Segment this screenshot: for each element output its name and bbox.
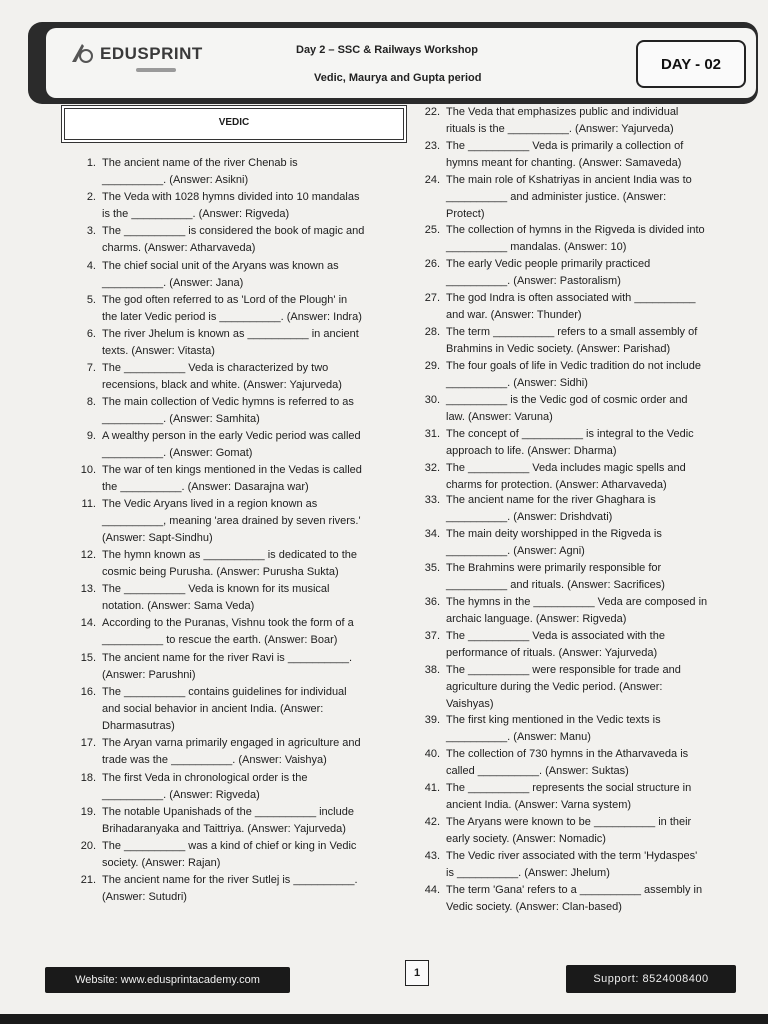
question-line: A wealthy person in the early Vedic period was called: [102, 430, 361, 442]
question-number: 40.: [424, 748, 440, 760]
question-text: [102, 223, 364, 257]
question-item: [416, 662, 746, 713]
question-text: [446, 882, 702, 916]
question-line: __________ to rescue the earth. (Answer: Boar): [102, 634, 338, 646]
question-item: [416, 172, 746, 223]
question-line: texts. (Answer: Vitasta): [102, 345, 215, 357]
question-item: [72, 684, 402, 735]
question-text: [446, 460, 686, 494]
website-footer: Website: www.edusprintacademy.com: [45, 967, 290, 993]
question-item: [72, 292, 402, 326]
question-line: law. (Answer: Varuna): [446, 411, 553, 423]
question-line: The term __________ refers to a small assembly of: [446, 326, 698, 338]
question-text: [102, 770, 307, 804]
question-line: __________. (Answer: Asikni): [102, 174, 249, 186]
question-line: hymns meant for chanting. (Answer: Samaveda): [446, 157, 682, 169]
question-number: 31.: [424, 428, 440, 440]
question-text: [102, 394, 354, 428]
question-text: [102, 189, 359, 223]
question-text: [446, 814, 691, 848]
question-item: [416, 392, 746, 426]
question-text: [102, 360, 342, 394]
question-number: 35.: [424, 562, 440, 574]
question-item: [72, 155, 402, 189]
question-line: The ancient name for the river Ravi is __________.: [102, 652, 353, 664]
question-item: [72, 496, 402, 547]
question-line: __________. (Answer: Sidhi): [446, 377, 588, 389]
question-number: 13.: [80, 583, 96, 595]
question-number: 37.: [424, 630, 440, 642]
question-line: The main collection of Vedic hymns is referred to as: [102, 396, 354, 408]
question-item: [72, 838, 402, 872]
question-number: 25.: [424, 224, 440, 236]
question-line: The river Jhelum is known as __________ in ancient: [102, 328, 359, 340]
question-line: ancient India. (Answer: Varna system): [446, 799, 632, 811]
question-item: [416, 594, 746, 628]
question-text: [102, 872, 358, 906]
question-text: [102, 547, 357, 581]
question-line: performance of rituals. (Answer: Yajurveda): [446, 647, 658, 659]
question-line: The god often referred to as 'Lord of the Plough' in: [102, 294, 348, 306]
question-text: [446, 848, 697, 882]
question-line: cosmic being Purusha. (Answer: Purusha Sukta): [102, 566, 339, 578]
question-number: 10.: [80, 464, 96, 476]
question-item: [72, 615, 402, 649]
question-line: and social behavior in ancient India. (Answer:: [102, 703, 324, 715]
question-item: [72, 581, 402, 615]
question-number: 38.: [424, 664, 440, 676]
question-line: Brahmins in Vedic society. (Answer: Parishad): [446, 343, 671, 355]
question-item: [416, 426, 746, 460]
question-line: The chief social unit of the Aryans was known as: [102, 260, 339, 272]
question-text: [446, 662, 681, 713]
question-line: __________ mandalas. (Answer: 10): [446, 241, 627, 253]
question-number: 8.: [86, 396, 96, 408]
question-item: [416, 780, 746, 814]
question-text: [446, 746, 688, 780]
question-line: The main deity worshipped in the Rigveda is: [446, 528, 662, 540]
question-line: __________. (Answer: Agni): [446, 545, 585, 557]
topic-subtitle: Vedic, Maurya and Gupta period: [314, 72, 482, 84]
question-line: The __________ Veda includes magic spells and: [446, 462, 686, 474]
question-item: [416, 460, 746, 494]
question-line: trade was the __________. (Answer: Vaishya): [102, 754, 327, 766]
question-line: __________, meaning 'area drained by seven rivers.': [102, 515, 361, 527]
question-text: [102, 292, 362, 326]
question-line: (Answer: Parushni): [102, 669, 196, 681]
question-number: 12.: [80, 549, 96, 561]
question-item: [72, 394, 402, 428]
question-line: Vaishyas): [446, 698, 494, 710]
question-text: [446, 426, 694, 460]
question-line: called __________. (Answer: Suktas): [446, 765, 629, 777]
question-line: The Aryan varna primarily engaged in agriculture and: [102, 737, 361, 749]
question-number: 29.: [424, 360, 440, 372]
question-line: and war. (Answer: Thunder): [446, 309, 582, 321]
question-number: 20.: [80, 840, 96, 852]
question-number: 44.: [424, 884, 440, 896]
question-text: [446, 358, 701, 392]
question-line: is the __________. (Answer: Rigveda): [102, 208, 290, 220]
question-number: 6.: [86, 328, 96, 340]
question-line: The __________ Veda is primarily a collection of: [446, 140, 684, 152]
question-line: rituals is the __________. (Answer: Yajurveda): [446, 123, 674, 135]
question-item: [416, 882, 746, 916]
question-item: [72, 547, 402, 581]
question-text: [102, 428, 361, 462]
section-heading: VEDIC: [218, 117, 250, 128]
question-text: [102, 462, 362, 496]
question-number: 34.: [424, 528, 440, 540]
question-line: The __________ contains guidelines for individual: [102, 686, 347, 698]
question-item: [72, 462, 402, 496]
question-line: charms. (Answer: Atharvaveda): [102, 242, 256, 254]
question-text: [102, 581, 329, 615]
question-text: [102, 155, 298, 189]
question-line: The first Veda in chronological order is the: [102, 772, 308, 784]
question-number: 4.: [86, 260, 96, 272]
question-text: [446, 290, 696, 324]
question-number: 26.: [424, 258, 440, 270]
question-item: [416, 358, 746, 392]
question-line: society. (Answer: Rajan): [102, 857, 221, 869]
question-line: The __________ Veda is characterized by two: [102, 362, 329, 374]
question-text: [102, 615, 354, 649]
page-header: [28, 22, 758, 104]
question-line: (Answer: Sapt-Sindhu): [102, 532, 213, 544]
question-number: 43.: [424, 850, 440, 862]
header-panel: [46, 28, 756, 98]
question-line: approach to life. (Answer: Dharma): [446, 445, 617, 457]
question-number: 41.: [424, 782, 440, 794]
question-line: The Brahmins were primarily responsible for: [446, 562, 662, 574]
question-item: [416, 222, 746, 256]
question-line: archaic language. (Answer: Rigveda): [446, 613, 627, 625]
question-line: Vedic society. (Answer: Clan-based): [446, 901, 622, 913]
question-line: __________. (Answer: Pastoralism): [446, 275, 621, 287]
question-text: [446, 492, 656, 526]
question-line: The __________ Veda is associated with the: [446, 630, 665, 642]
day-badge: DAY - 02: [636, 40, 746, 88]
logo-text: EDUSPRINT: [100, 44, 203, 63]
question-line: The ancient name for the river Ghaghara is: [446, 494, 656, 506]
question-text: [102, 804, 354, 838]
question-line: The Vedic river associated with the term 'Hydaspes': [446, 850, 698, 862]
question-text: [102, 650, 352, 684]
question-line: __________ and rituals. (Answer: Sacrifices): [446, 579, 665, 591]
question-number: 15.: [80, 652, 96, 664]
question-number: 3.: [86, 225, 96, 237]
question-item: [416, 324, 746, 358]
question-item: [416, 492, 746, 526]
question-number: 22.: [424, 106, 440, 118]
question-number: 1.: [86, 157, 96, 169]
question-line: Protect): [446, 208, 485, 220]
question-text: [446, 138, 683, 172]
question-line: The war of ten kings mentioned in the Vedas is called: [102, 464, 362, 476]
question-line: __________. (Answer: Gomat): [102, 447, 253, 459]
question-number: 28.: [424, 326, 440, 338]
page-number: 1: [405, 960, 429, 986]
question-line: The __________ was a kind of chief or king in Vedic: [102, 840, 357, 852]
question-number: 36.: [424, 596, 440, 608]
question-item: [72, 770, 402, 804]
question-line: The concept of __________ is integral to the Vedic: [446, 428, 694, 440]
question-text: [446, 560, 665, 594]
question-line: The __________ Veda is known for its musical: [102, 583, 330, 595]
question-item: [72, 650, 402, 684]
question-text: [446, 780, 691, 814]
question-line: __________. (Answer: Manu): [446, 731, 591, 743]
workshop-title: Day 2 – SSC & Railways Workshop: [296, 44, 478, 56]
question-number: 9.: [86, 430, 96, 442]
question-text: [102, 496, 361, 547]
question-line: the later Vedic period is __________. (Answer: Indra): [102, 311, 362, 323]
question-number: 5.: [86, 294, 96, 306]
question-line: __________ and administer justice. (Answer:: [446, 191, 667, 203]
question-number: 30.: [424, 394, 440, 406]
question-line: The hymns in the __________ Veda are composed in: [446, 596, 708, 608]
section-heading-box: [64, 108, 404, 140]
question-line: The four goals of life in Vedic tradition do not include: [446, 360, 701, 372]
question-line: is __________. (Answer: Jhelum): [446, 867, 610, 879]
question-line: The __________ represents the social structure in: [446, 782, 692, 794]
logo-icon: [68, 40, 96, 68]
question-text: [446, 628, 665, 662]
question-text: [446, 594, 707, 628]
question-number: 11.: [81, 498, 96, 510]
question-line: The Veda that emphasizes public and individual: [446, 106, 679, 118]
question-item: [72, 223, 402, 257]
question-item: [72, 872, 402, 906]
question-line: The ancient name of the river Chenab is: [102, 157, 298, 169]
question-text: [446, 324, 697, 358]
question-line: According to the Puranas, Vishnu took the form of a: [102, 617, 354, 629]
question-line: Brihadaranyaka and Taittriya. (Answer: Yajurveda): [102, 823, 346, 835]
logo-tagline-bar: [136, 68, 176, 72]
question-item: [416, 814, 746, 848]
question-line: early society. (Answer: Nomadic): [446, 833, 606, 845]
question-line: The collection of 730 hymns in the Atharvaveda is: [446, 748, 689, 760]
question-item: [72, 326, 402, 360]
question-text: [102, 838, 356, 872]
question-number: 18.: [80, 772, 96, 784]
question-line: The hymn known as __________ is dedicated to the: [102, 549, 358, 561]
question-line: The god Indra is often associated with __________: [446, 292, 696, 304]
logo: [68, 40, 203, 68]
question-number: 33.: [424, 494, 440, 506]
question-line: The Vedic Aryans lived in a region known as: [102, 498, 318, 510]
question-number: 14.: [80, 617, 96, 629]
question-text: [446, 256, 650, 290]
question-item: [416, 256, 746, 290]
question-text: [102, 735, 361, 769]
question-number: 32.: [424, 462, 440, 474]
question-item: [416, 560, 746, 594]
question-item: [416, 290, 746, 324]
question-item: [416, 526, 746, 560]
question-item: [416, 746, 746, 780]
question-line: The ancient name for the river Sutlej is __________.: [102, 874, 358, 886]
question-item: [72, 804, 402, 838]
question-line: The collection of hymns in the Rigveda is divided into: [446, 224, 705, 236]
support-footer: Support: 8524008400: [566, 965, 736, 993]
question-line: The Veda with 1028 hymns divided into 10 mandalas: [102, 191, 360, 203]
question-number: 7.: [86, 362, 96, 374]
question-number: 23.: [424, 140, 440, 152]
question-item: [416, 848, 746, 882]
question-number: 16.: [80, 686, 96, 698]
question-line: The __________ were responsible for trade and: [446, 664, 681, 676]
question-line: Dharmasutras): [102, 720, 175, 732]
question-item: [72, 360, 402, 394]
question-line: __________. (Answer: Rigveda): [102, 789, 260, 801]
question-item: [416, 104, 746, 138]
question-line: The Aryans were known to be __________ in their: [446, 816, 692, 828]
question-line: The first king mentioned in the Vedic texts is: [446, 714, 661, 726]
question-text: [102, 258, 339, 292]
question-text: [446, 104, 678, 138]
question-line: notation. (Answer: Sama Veda): [102, 600, 255, 612]
question-item: [72, 189, 402, 223]
question-text: [102, 684, 347, 735]
question-number: 2.: [86, 191, 96, 203]
question-text: [446, 712, 661, 746]
question-item: [416, 138, 746, 172]
question-text: [446, 526, 662, 560]
question-item: [72, 428, 402, 462]
question-text: [446, 392, 688, 426]
question-number: 24.: [424, 174, 440, 186]
question-number: 19.: [80, 806, 96, 818]
question-line: The main role of Kshatriyas in ancient India was to: [446, 174, 692, 186]
question-line: The notable Upanishads of the __________ include: [102, 806, 354, 818]
question-item: [72, 735, 402, 769]
question-line: charms for protection. (Answer: Atharvaveda): [446, 479, 667, 491]
question-line: __________. (Answer: Jana): [102, 277, 244, 289]
question-line: __________. (Answer: Samhita): [102, 413, 260, 425]
question-line: The early Vedic people primarily practiced: [446, 258, 651, 270]
question-number: 39.: [424, 714, 440, 726]
question-item: [416, 628, 746, 662]
question-number: 42.: [424, 816, 440, 828]
question-line: the __________. (Answer: Dasarajna war): [102, 481, 309, 493]
question-line: (Answer: Sutudri): [102, 891, 187, 903]
question-line: __________. (Answer: Drishdvati): [446, 511, 613, 523]
question-line: __________ is the Vedic god of cosmic order and: [446, 394, 688, 406]
bottom-edge-bar: [0, 1014, 768, 1024]
question-item: [416, 712, 746, 746]
question-number: 21.: [80, 874, 96, 886]
question-text: [446, 172, 692, 223]
question-number: 17.: [80, 737, 96, 749]
question-text: [446, 222, 705, 256]
question-item: [72, 258, 402, 292]
question-line: agriculture during the Vedic period. (Answer:: [446, 681, 663, 693]
question-number: 27.: [424, 292, 440, 304]
question-text: [102, 326, 359, 360]
question-line: The __________ is considered the book of magic and: [102, 225, 365, 237]
question-line: The term 'Gana' refers to a __________ assembly in: [446, 884, 703, 896]
question-line: recensions, black and white. (Answer: Yajurveda): [102, 379, 342, 391]
